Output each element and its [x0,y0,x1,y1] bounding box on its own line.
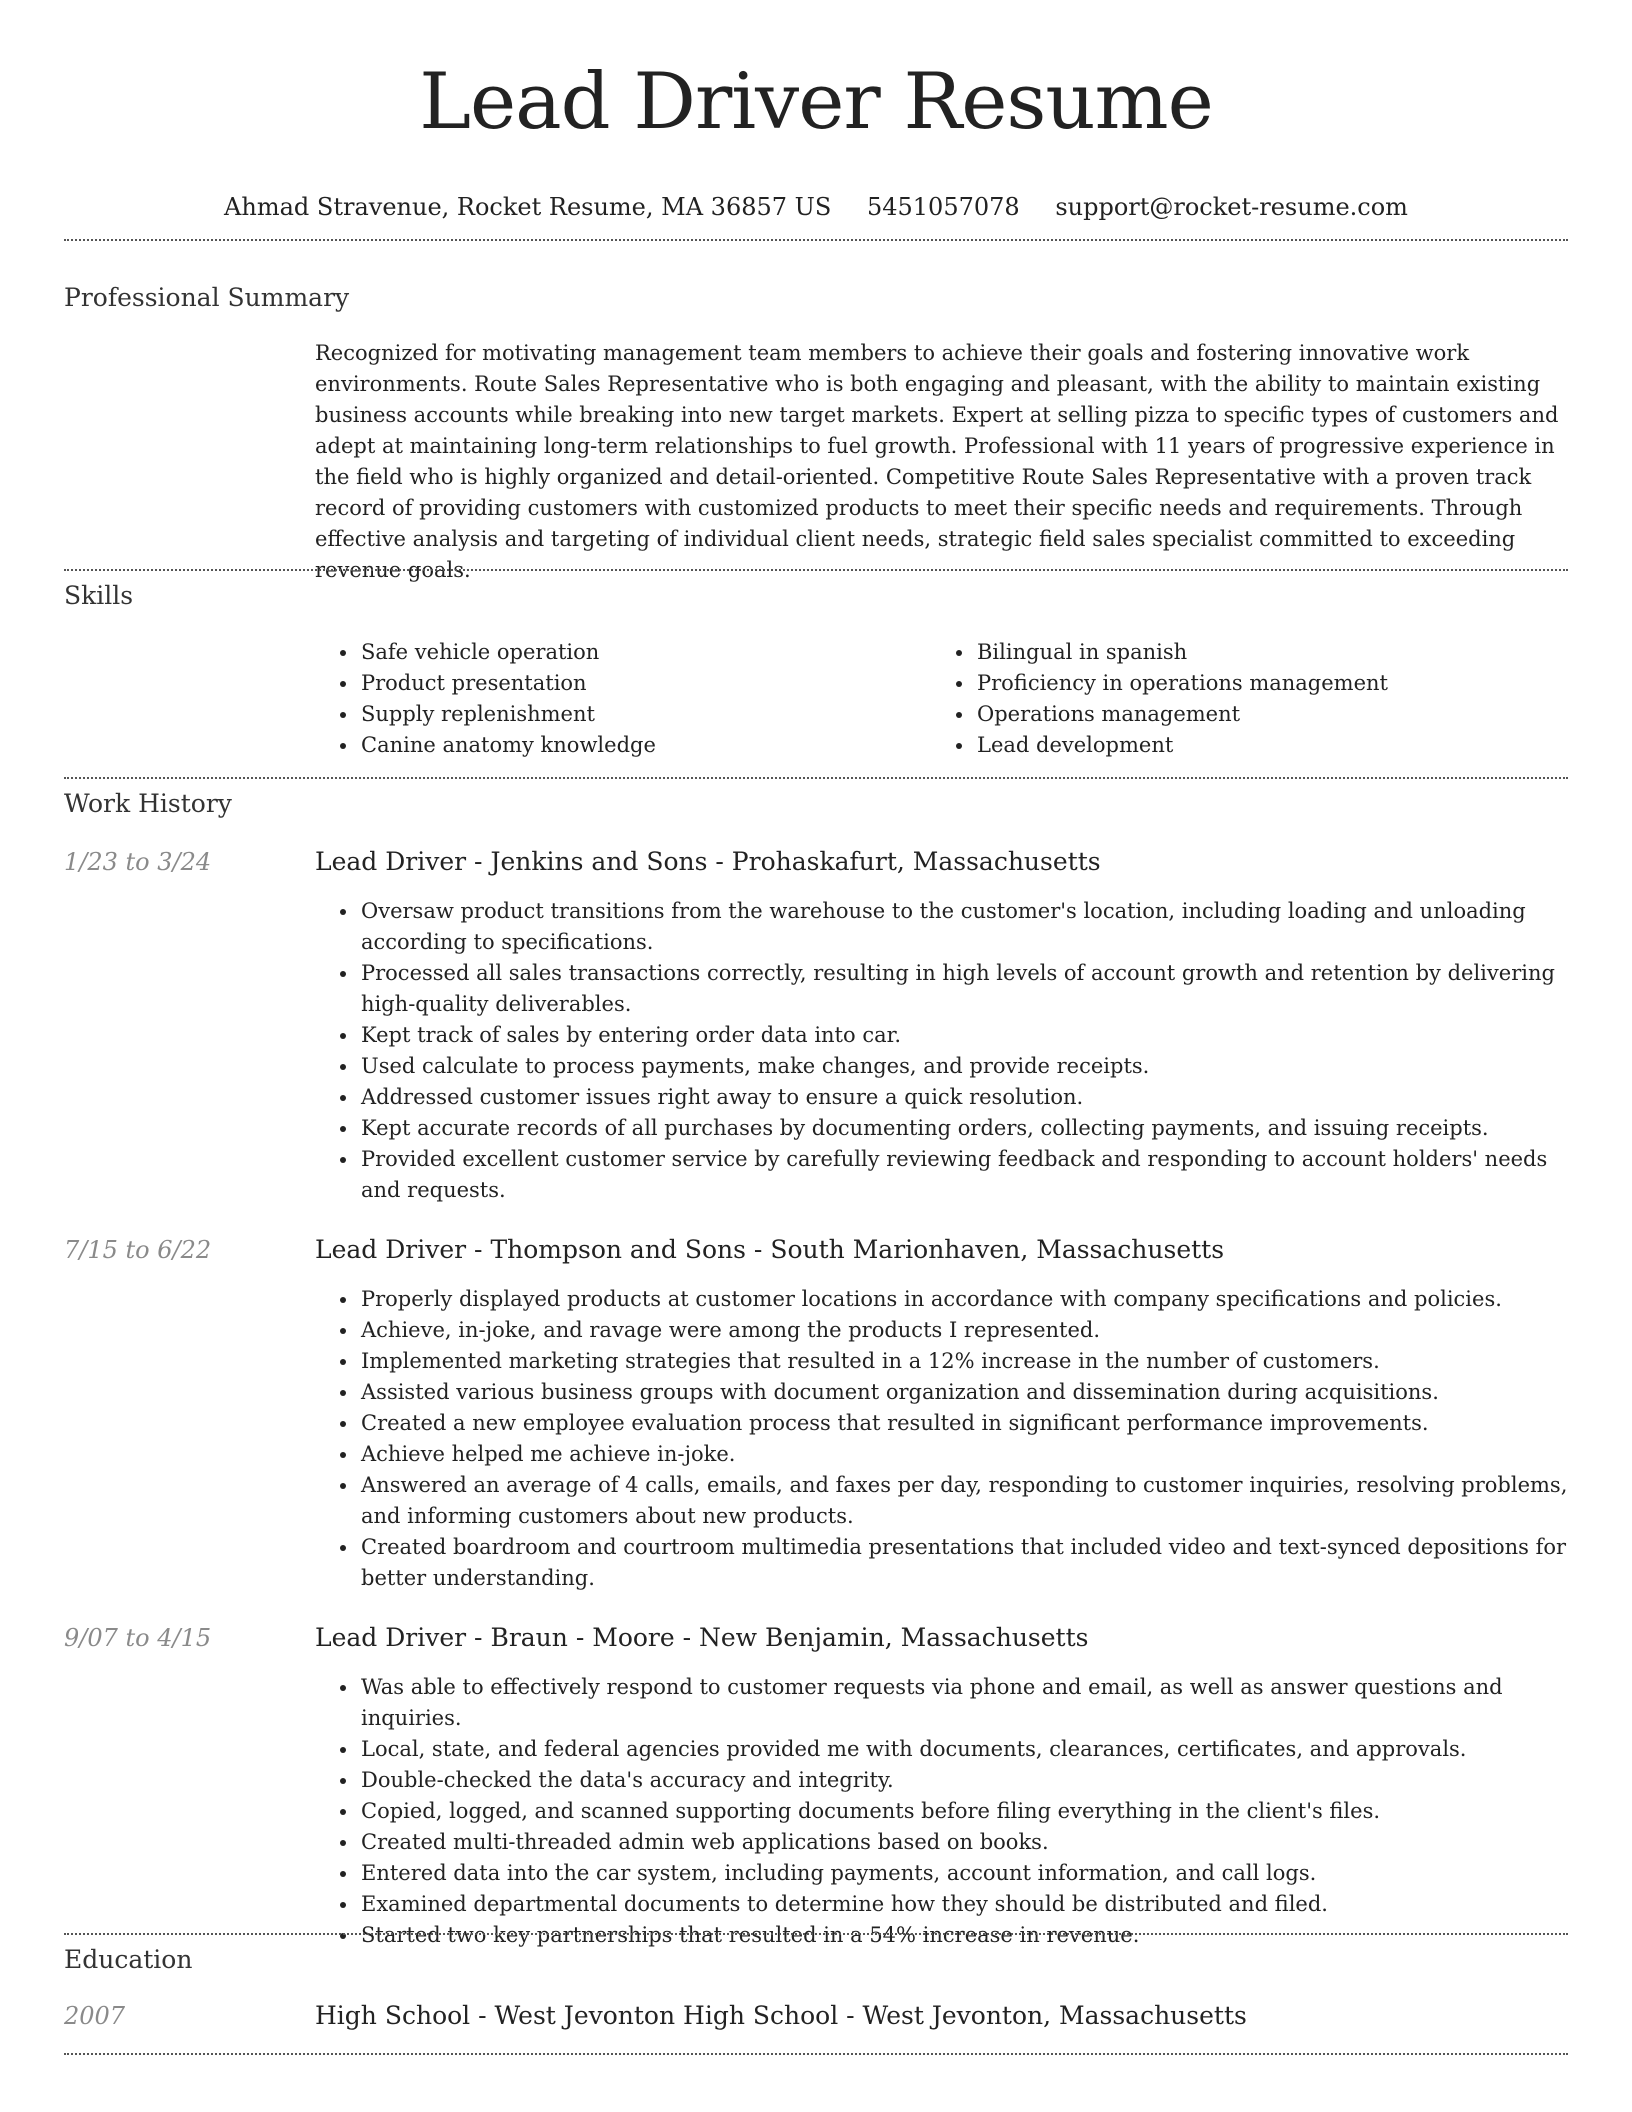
job-bullet: • Oversaw product transitions from the warehouse to the customer's location, including loading and unloading according to specifications. [359,896,1568,958]
job-dates: 7/15 to 6/22 [64,1236,212,1264]
job-bullets [315,1672,1568,1951]
job-bullets [315,1284,1568,1594]
resume-header [0,0,1632,222]
job-bullet: • Started two key partnerships that resulted in a 54% increase in revenue. [359,1920,1568,1951]
section-divider [64,777,1568,779]
summary-heading: Professional Summary [64,283,350,312]
job-bullet: • Local, state, and federal agencies provided me with documents, clearances, certificates, and approvals. [359,1734,1568,1765]
skill-item: • Safe vehicle operation [359,637,931,668]
job-bullet: • Properly displayed products at customer locations in accordance with company specifications and policies. [359,1284,1568,1315]
skill-item: • Supply replenishment [359,699,931,730]
job-bullet: • Entered data into the car system, including payments, account information, and call logs. [359,1858,1568,1889]
skill-item: • Operations management [975,699,1547,730]
skill-item: • Proficiency in operations management [975,668,1547,699]
skills-list-left [315,637,931,761]
job-dates: 1/23 to 3/24 [64,848,212,876]
job-title: Lead Driver - Thompson and Sons - South Marionhaven, Massachusetts [315,1235,1225,1264]
job-dates: 9/07 to 4/15 [64,1624,212,1652]
skill-item: • Canine anatomy knowledge [359,730,931,761]
summary-text: Recognized for motivating management team members to achieve their goals and fostering innovative work environments. Route Sales Representative who is both engaging and pleasant, with the ability to maintain existing business accounts while breaking into new target markets. Expert at selling pizza to specific types of customers and adept at maintaining long-term relationships to fuel growth. Professional with 11 years of progressive experience in the field who is highly organized and detail-oriented. Competitive Route Sales Representative with a proven track record of providing customers with customized products to meet their specific needs and requirements. Through effective analysis and targeting of individual client needs, strategic field sales specialist committed to exceeding revenue goals. [315,341,1559,582]
skills-grid [315,637,1568,761]
job-bullet: • Achieve helped me achieve in-joke. [359,1439,1568,1470]
job-bullet: • Created a new employee evaluation process that resulted in significant performance improvements. [359,1408,1568,1439]
job-title: Lead Driver - Jenkins and Sons - Prohaskafurt, Massachusetts [315,847,1101,876]
contact-line [0,192,1632,222]
education-year: 2007 [64,2002,126,2030]
job-bullet: • Was able to effectively respond to customer requests via phone and email, as well as answer questions and inquiries. [359,1672,1568,1734]
job-bullet: • Kept accurate records of all purchases by documenting orders, collecting payments, and issuing receipts. [359,1113,1568,1144]
work-heading: Work History [64,789,232,818]
contact-email: support@rocket-resume.com [1055,193,1408,221]
job-bullet: • Double-checked the data's accuracy and integrity. [359,1765,1568,1796]
job-bullet: • Answered an average of 4 calls, emails, and faxes per day, responding to customer inquiries, resolving problems, and informing customers about new products. [359,1470,1568,1532]
section-divider [64,239,1568,241]
education-heading: Education [64,1945,193,1974]
job-bullet: • Assisted various business groups with document organization and dissemination during acquisitions. [359,1377,1568,1408]
job-title: Lead Driver - Braun - Moore - New Benjamin, Massachusetts [315,1623,1089,1652]
job-bullet: • Created multi-threaded admin web applications based on books. [359,1827,1568,1858]
job-bullet: • Provided excellent customer service by carefully reviewing feedback and responding to account holders' needs and requests. [359,1144,1568,1206]
section-divider [64,1933,1568,1935]
section-divider [64,569,1568,571]
skill-item: • Product presentation [359,668,931,699]
job-bullet: • Examined departmental documents to determine how they should be distributed and filed. [359,1889,1568,1920]
summary-block [315,338,1568,586]
job-bullet: • Achieve, in-joke, and ravage were among the products I represented. [359,1315,1568,1346]
skill-item: • Lead development [975,730,1547,761]
job-bullet: • Addressed customer issues right away to ensure a quick resolution. [359,1082,1568,1113]
job-bullet: • Processed all sales transactions correctly, resulting in high levels of account growth and retention by delivering high-quality deliverables. [359,958,1568,1020]
skills-list-right [931,637,1547,761]
contact-phone: 5451057078 [866,193,1020,221]
job-bullet: • Kept track of sales by entering order data into car. [359,1020,1568,1051]
job-bullet: • Implemented marketing strategies that resulted in a 12% increase in the number of customers. [359,1346,1568,1377]
skill-item: • Bilingual in spanish [975,637,1547,668]
education-title: High School - West Jevonton High School - West Jevonton, Massachusetts [315,2001,1247,2030]
job-bullets [315,896,1568,1206]
section-divider [64,2053,1568,2055]
skills-heading: Skills [64,581,134,610]
job-bullet: • Created boardroom and courtroom multimedia presentations that included video and text-synced depositions for better understanding. [359,1532,1568,1594]
job-bullet: • Copied, logged, and scanned supporting documents before filing everything in the client's files. [359,1796,1568,1827]
contact-address: Ahmad Stravenue, Rocket Resume, MA 36857 US [224,193,832,221]
job-bullet: • Used calculate to process payments, make changes, and provide receipts. [359,1051,1568,1082]
resume-title: Lead Driver Resume [419,57,1213,147]
